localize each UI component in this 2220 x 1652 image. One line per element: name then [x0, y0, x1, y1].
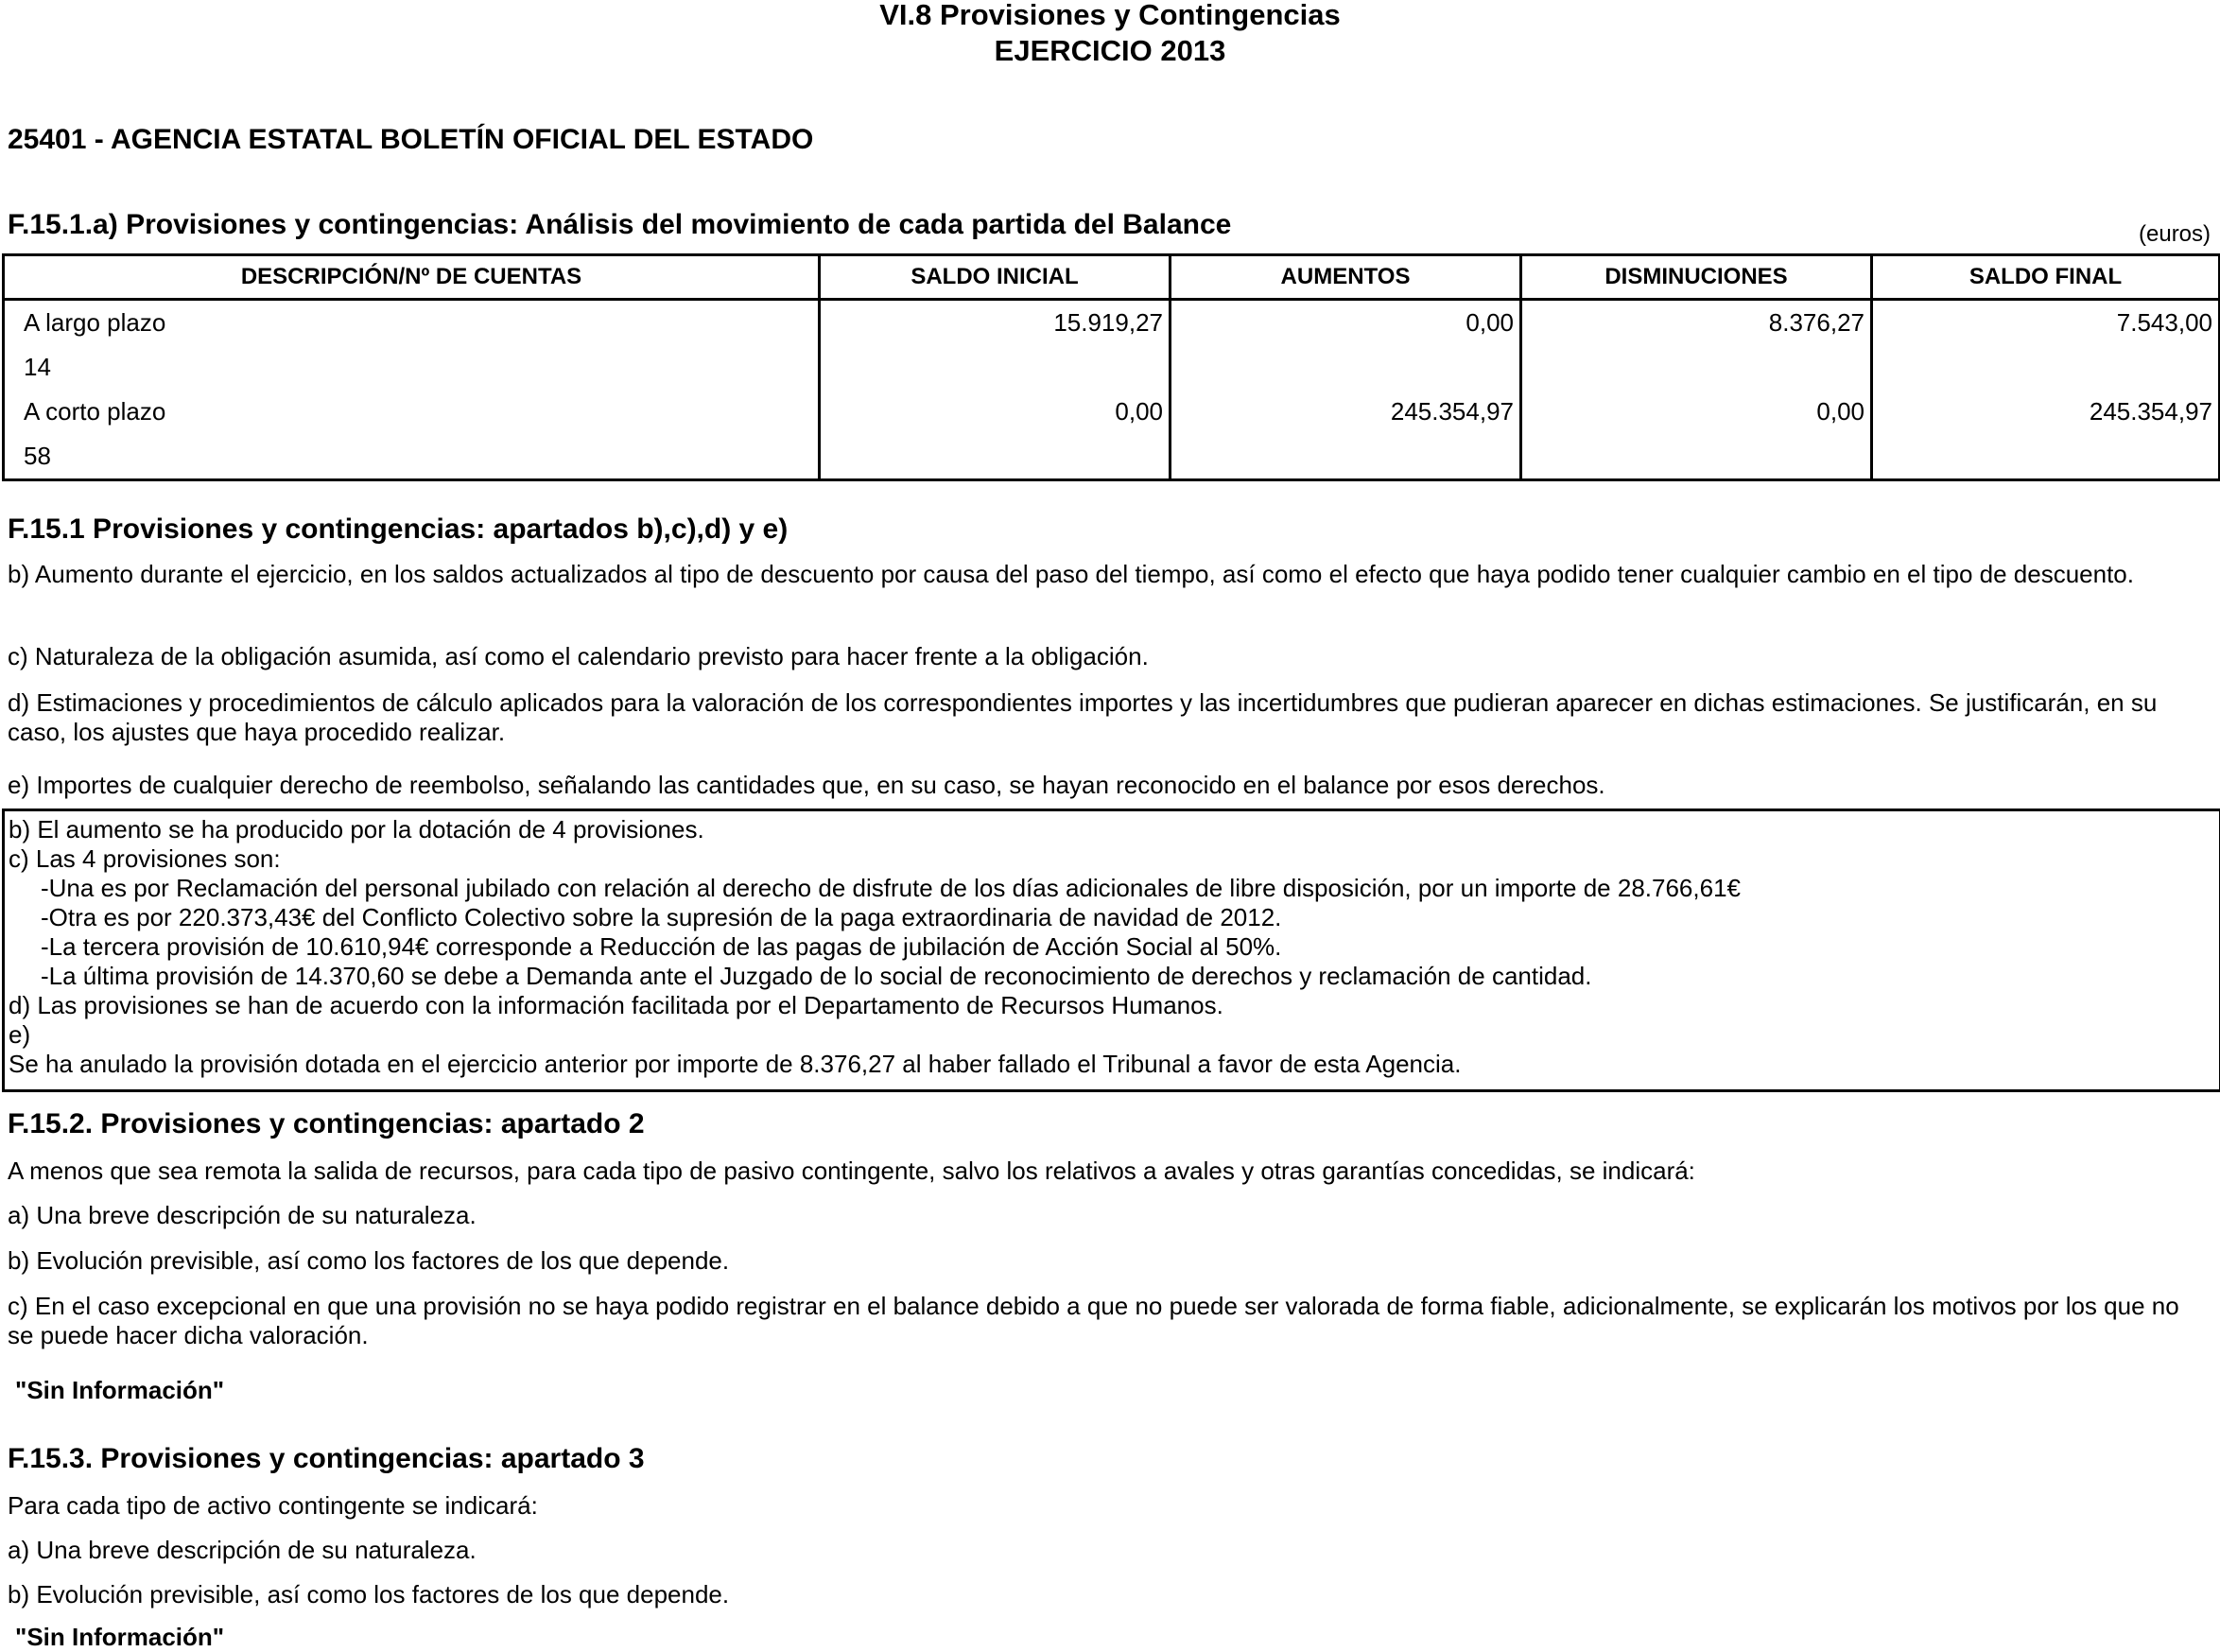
unit-label: (euros) [2139, 221, 2211, 247]
section-2-item-c: c) En el caso excepcional en que una provisión no se haya podido registrar en el balance debido a que no puede ser valorada de forma fiable, adicionalmente, se explicarán los motivos por los que no se puede hacer dicha valoración. [8, 1292, 2179, 1349]
cell-desc: 14 [4, 345, 820, 390]
col-header-disminuciones: DISMINUCIONES [1521, 255, 1872, 300]
section-a-title: F.15.1.a) Provisiones y contingencias: Análisis del movimiento de cada partida del Balance [8, 209, 1232, 240]
cell-aumentos [1171, 345, 1521, 390]
cell-saldo-inicial [820, 345, 1171, 390]
page-subtitle-year: EJERCICIO 2013 [994, 34, 1226, 67]
answer-line: -La última provisión de 14.370,60 se debe a Demanda ante el Juzgado de lo social de reconocimiento de derechos y reclamación de cantidad. [41, 962, 1592, 990]
section-2-item-a: a) Una breve descripción de su naturaleza. [8, 1201, 477, 1229]
entity-heading: 25401 - AGENCIA ESTATAL BOLETÍN OFICIAL DEL ESTADO [8, 124, 814, 155]
answer-line: d) Las provisiones se han de acuerdo con la información facilitada por el Departamento de Recursos Humanos. [9, 991, 1223, 1019]
cell-disminuciones: 0,00 [1521, 390, 1872, 434]
movement-table [2, 253, 2220, 481]
cell-aumentos [1171, 434, 1521, 480]
cell-saldo-final [1872, 434, 2220, 480]
answer-line: -Una es por Reclamación del personal jubilado con relación al derecho de disfrute de los días adicionales de libre disposición, por un importe de 28.766,61€ [41, 874, 1741, 902]
cell-saldo-inicial: 15.919,27 [820, 300, 1171, 346]
paragraph-d: d) Estimaciones y procedimientos de cálculo aplicados para la valoración de los correspondientes importes y las incertidumbres que pudieran aparecer en dichas estimaciones. Se justificarán, en su caso, los ajustes que haya procedido realizar. [8, 688, 2158, 746]
table-row [4, 300, 2220, 346]
paragraph-e: e) Importes de cualquier derecho de reembolso, señalando las cantidades que, en su caso, se hayan reconocido en el balance por esos derechos. [8, 771, 1605, 799]
cell-saldo-final: 7.543,00 [1872, 300, 2220, 346]
col-header-desc: DESCRIPCIÓN/Nº DE CUENTAS [4, 255, 820, 300]
cell-saldo-inicial [820, 434, 1171, 480]
cell-disminuciones [1521, 434, 1872, 480]
section-3-intro: Para cada tipo de activo contingente se indicará: [8, 1491, 538, 1520]
cell-desc: A corto plazo [4, 390, 820, 434]
page-title: VI.8 Provisiones y Contingencias [879, 0, 1341, 31]
cell-desc: A largo plazo [4, 300, 820, 346]
section-2-title: F.15.2. Provisiones y contingencias: apartado 2 [8, 1108, 645, 1139]
cell-saldo-inicial: 0,00 [820, 390, 1171, 434]
cell-saldo-final: 245.354,97 [1872, 390, 2220, 434]
answer-line: c) Las 4 provisiones son: [9, 844, 281, 873]
table-row [4, 390, 2220, 434]
section-2-item-b: b) Evolución previsible, así como los factores de los que depende. [8, 1246, 730, 1275]
answer-line: -Otra es por 220.373,43€ del Conflicto Colectivo sobre la supresión de la paga extraordinaria de navidad de 2012. [41, 903, 1282, 931]
section-3-title: F.15.3. Provisiones y contingencias: apartado 3 [8, 1443, 645, 1474]
cell-aumentos: 245.354,97 [1171, 390, 1521, 434]
paragraph-b: b) Aumento durante el ejercicio, en los saldos actualizados al tipo de descuento por causa del paso del tiempo, así como el efecto que haya podido tener cualquier cambio en el tipo de descuento. [8, 560, 2134, 588]
answer-line: b) El aumento se ha producido por la dotación de 4 provisiones. [9, 815, 704, 843]
section-3-answer: "Sin Información" [15, 1623, 225, 1651]
cell-disminuciones [1521, 345, 1872, 390]
col-header-saldo-final: SALDO FINAL [1872, 255, 2220, 300]
paragraph-c: c) Naturaleza de la obligación asumida, así como el calendario previsto para hacer frente a la obligación. [8, 642, 1149, 670]
cell-aumentos: 0,00 [1171, 300, 1521, 346]
cell-disminuciones: 8.376,27 [1521, 300, 1872, 346]
answer-box [2, 809, 2220, 1092]
section-3-item-b: b) Evolución previsible, así como los factores de los que depende. [8, 1580, 730, 1609]
answer-line: e) [9, 1020, 31, 1049]
table-row [4, 434, 2220, 480]
cell-saldo-final [1872, 345, 2220, 390]
table-header-row [4, 255, 2220, 300]
col-header-saldo-inicial: SALDO INICIAL [820, 255, 1171, 300]
section-3-item-a: a) Una breve descripción de su naturaleza. [8, 1536, 477, 1564]
col-header-aumentos: AUMENTOS [1171, 255, 1521, 300]
answer-line: Se ha anulado la provisión dotada en el ejercicio anterior por importe de 8.376,27 al haber fallado el Tribunal a favor de esta Agencia. [9, 1050, 1462, 1078]
section-2-intro: A menos que sea remota la salida de recursos, para cada tipo de pasivo contingente, salvo los relativos a avales y otras garantías concedidas, se indicará: [8, 1156, 1695, 1185]
answer-line: -La tercera provisión de 10.610,94€ corresponde a Reducción de las pagas de jubilación de Acción Social al 50%. [41, 932, 1282, 961]
section-2-answer: "Sin Información" [15, 1376, 225, 1404]
cell-desc: 58 [4, 434, 820, 480]
table-row [4, 345, 2220, 390]
section-b-title: F.15.1 Provisiones y contingencias: apartados b),c),d) y e) [8, 513, 789, 545]
